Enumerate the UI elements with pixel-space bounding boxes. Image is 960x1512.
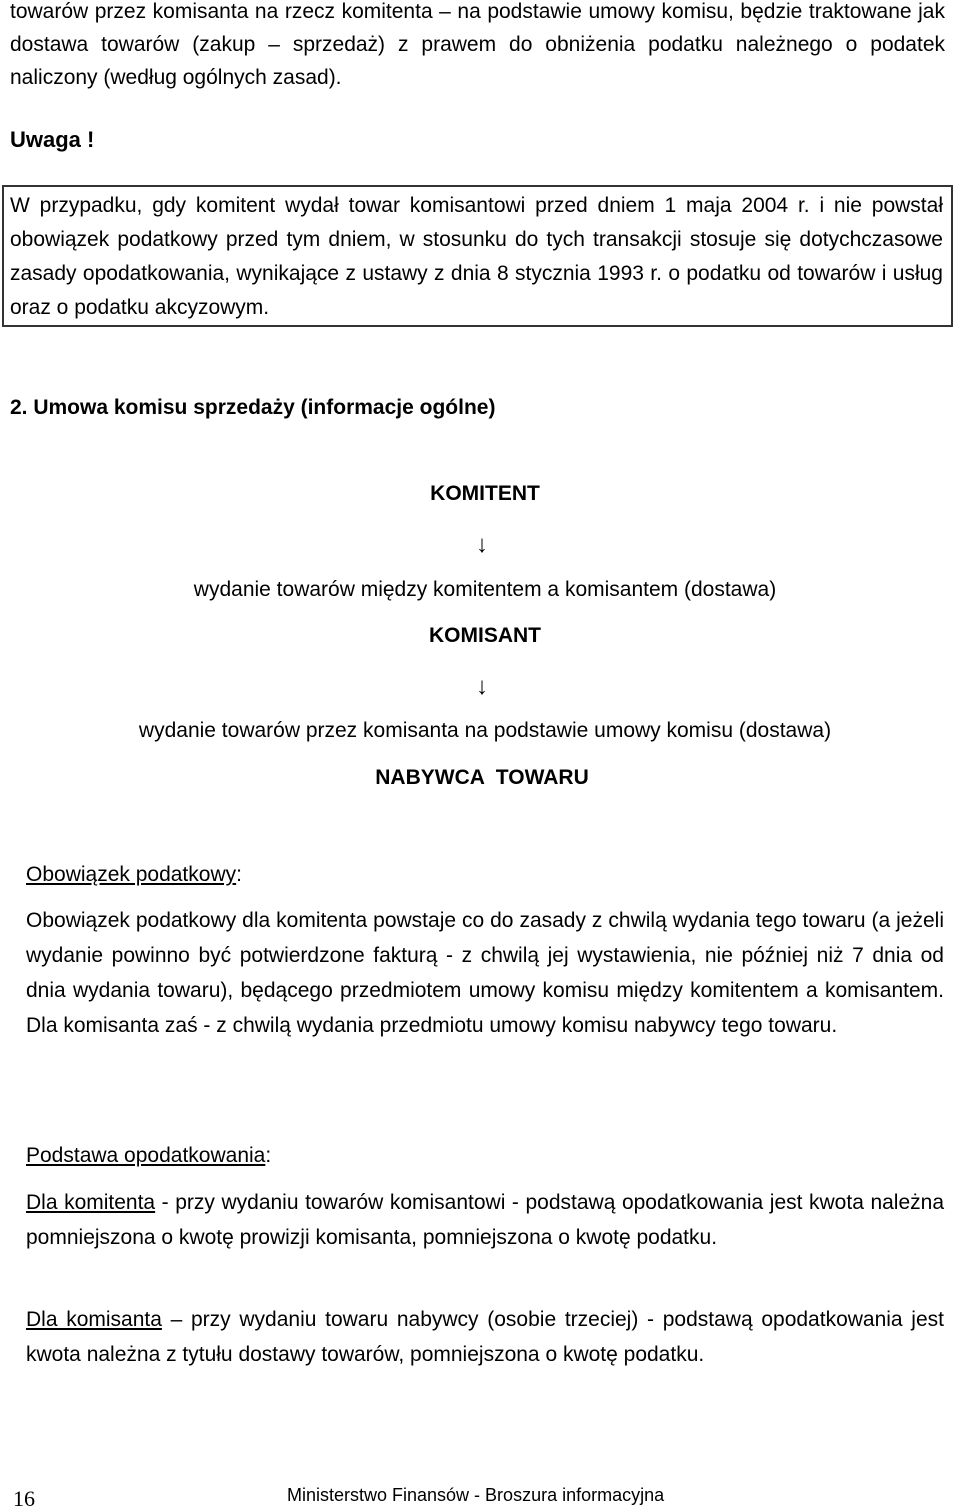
base-paragraph-komitent [26,1185,944,1255]
diagram-node-komisant: KOMISANT [429,624,541,647]
down-arrow-icon: ↓ [476,673,488,700]
down-arrow-icon: ↓ [476,531,488,558]
base-komisant-label: Dla komisanta [26,1308,162,1331]
base-heading: Podstawa opodatkowania [26,1144,266,1167]
footer-title: Ministerstwo Finansów - Broszura informacyjna [287,1485,665,1505]
diagram-node-nabywca: NABYWCA TOWARU [375,766,589,789]
diagram-step-2: wydanie towarów przez komisanta na podstawie umowy komisu (dostawa) [138,719,832,742]
base-komisant-text: – przy wydaniu towaru nabywcy (osobie trzeciej) - podstawą opodatkowania jest kwota należna z tytułu dostawy towarów, pomniejszona o kwotę podatku. [26,1308,944,1366]
obligation-paragraph: Obowiązek podatkowy dla komitenta powstaje co do zasady z chwilą wydania tego towaru (a jeżeli wydanie powinno być potwierdzone fakturą - z chwilą jej wystawienia, nie później niż 7 dnia od dnia wydania towaru), będącego przedmiotem umowy komisu między komitentem a komisantem. Dla komisanta zaś - z chwilą wydania przedmiotu umowy komisu nabywcy tego towaru. [26,909,944,1037]
note-text: W przypadku, gdy komitent wydał towar komisantowi przed dniem 1 maja 2004 r. i nie powstał obowiązek podatkowy przed tym dniem, w stosunku do tych transakcji stosuje się dotychczasowe zasady opodatkowania, wynikające z ustawy z dnia 8 stycznia 1993 r. o podatku od towarów i usług oraz o podatku akcyzowym. [10,194,943,319]
note-heading: Uwaga ! [10,127,95,152]
obligation-heading-line [26,857,944,892]
diagram-node-komitent: KOMITENT [430,482,540,505]
diagram-step-1: wydanie towarów między komitentem a komisantem (dostawa) [193,578,777,601]
base-komitent-label: Dla komitenta [26,1191,156,1214]
obligation-heading: Obowiązek podatkowy [26,863,237,886]
base-paragraph-komisant [26,1302,944,1372]
base-heading-line [26,1138,944,1173]
section-title: 2. Umowa komisu sprzedaży (informacje ogólne) [10,396,496,419]
obligation-heading-colon: : [236,863,242,886]
base-heading-colon: : [265,1144,272,1167]
note-box [2,185,953,327]
base-komitent-text: - przy wydaniu towarów komisantowi - podstawą opodatkowania jest kwota należna pomniejszona o kwotę prowizji komisanta, pomniejszona o kwotę podatku. [26,1191,944,1249]
intro-paragraph: towarów przez komisanta na rzecz komitenta – na podstawie umowy komisu, będzie traktowane jak dostawa towarów (zakup – sprzedaż) z prawem do obniżenia podatku należnego o podatek naliczony (według ogólnych zasad). [10,0,945,89]
page-number: 16 [13,1486,35,1511]
